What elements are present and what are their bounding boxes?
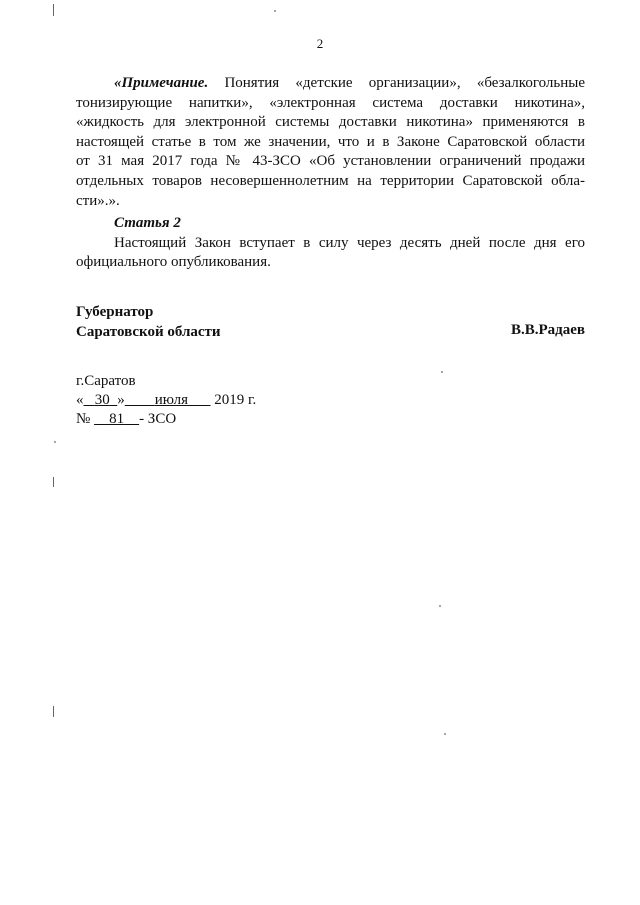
note-line: «жидкость для электронной системы доставки никотина» применяются в bbox=[76, 114, 585, 131]
scan-mark bbox=[53, 4, 54, 16]
law-number: 81 bbox=[109, 411, 125, 427]
signer-name: В.В.Радаев bbox=[510, 322, 585, 338]
date-month: июля bbox=[154, 392, 188, 408]
note-line: отдельных товаров несовершеннолетним на территории Саратовской обла- bbox=[76, 172, 585, 189]
article-line: официального опубликования. bbox=[76, 254, 271, 271]
number-line: № 81 - ЗСО bbox=[76, 411, 177, 427]
scan-dot bbox=[444, 733, 446, 735]
scan-mark bbox=[53, 477, 54, 487]
signature-position bbox=[76, 303, 221, 342]
date-day: 30 bbox=[94, 392, 110, 408]
scan-dot bbox=[274, 10, 276, 12]
date-line: « 30 » июля 2019 г. bbox=[76, 392, 257, 408]
note-line: «Примечание. Понятия «детские организации», «безалкогольные bbox=[114, 75, 585, 91]
note-label: «Примечание. bbox=[114, 75, 209, 91]
scan-mark bbox=[53, 706, 54, 717]
note-line: от 31 мая 2017 года № 43-ЗСО «Об установлении ограничений продажи bbox=[76, 153, 585, 170]
scan-dot bbox=[441, 371, 443, 373]
article-title: Статья 2 bbox=[114, 215, 181, 231]
position-line: Губернатор bbox=[76, 304, 154, 320]
note-line: настоящей статье в том же значении, что и в Законе Саратовской области bbox=[76, 133, 585, 150]
page-number: 2 bbox=[316, 36, 324, 51]
place-date-number bbox=[76, 372, 256, 429]
position-line: Саратовской области bbox=[76, 323, 221, 340]
scan-dot bbox=[439, 605, 441, 607]
article-line: Настоящий Закон вступает в силу через десять дней после дня его bbox=[114, 234, 585, 251]
article-2 bbox=[76, 214, 585, 273]
note-paragraph bbox=[76, 74, 585, 211]
note-line: тонизирующие напитки», «электронная система доставки никотина», bbox=[76, 94, 585, 111]
city: г.Саратов bbox=[76, 373, 136, 389]
note-line: сти».». bbox=[76, 192, 120, 209]
scan-dot bbox=[54, 441, 56, 443]
